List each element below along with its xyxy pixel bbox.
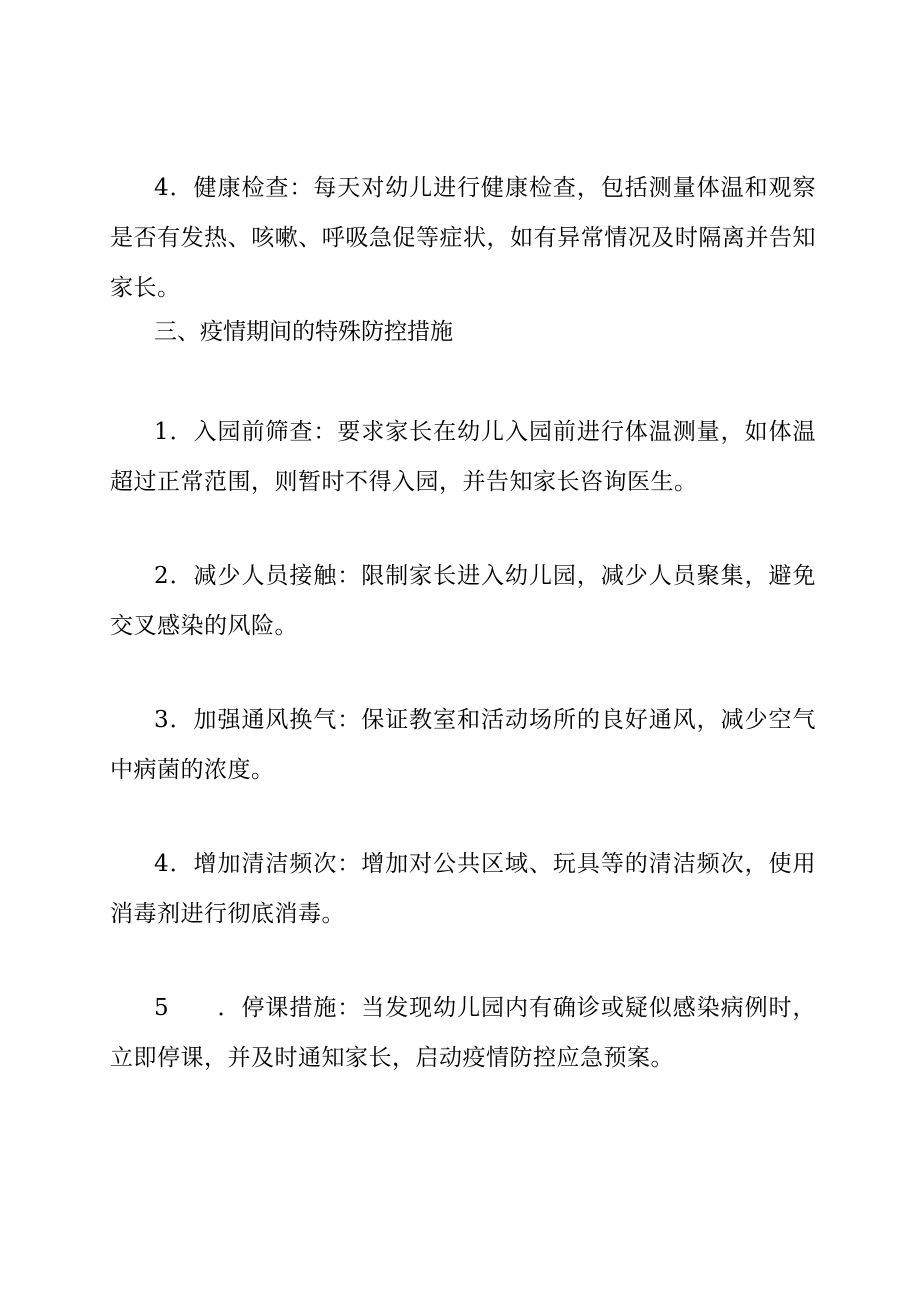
paragraph-cleaning-frequency: 4．增加清洁频次：增加对公共区域、玩具等的清洁频次，使用消毒剂进行彻底消毒。 xyxy=(110,851,816,927)
paragraph-ventilation: 3．加强通风换气：保证教室和活动场所的良好通风，减少空气中病菌的浓度。 xyxy=(110,707,816,783)
paragraph-pre-entry-screening: 1．入园前筛查：要求家长在幼儿入园前进行体温测量，如体温超过正常范围，则暂时不得入园，并告知家长咨询医生。 xyxy=(110,419,816,495)
paragraph-reduce-contact: 2．减少人员接触：限制家长进入幼儿园，减少人员聚集，避免交叉感染的风险。 xyxy=(110,563,816,639)
paragraph-health-check: 4．健康检查：每天对幼儿进行健康检查，包括测量体温和观察是否有发热、咳嗽、呼吸急促等症状，如有异常情况及时隔离并告知家长。 xyxy=(110,175,816,301)
paragraph-suspend-class: 5 ．停课措施：当发现幼儿园内有确诊或疑似感染病例时，立即停课，并及时通知家长，启动疫情防控应急预案。 xyxy=(110,995,816,1071)
section-heading-special-measures: 三、疫情期间的特殊防控措施 xyxy=(154,319,453,345)
